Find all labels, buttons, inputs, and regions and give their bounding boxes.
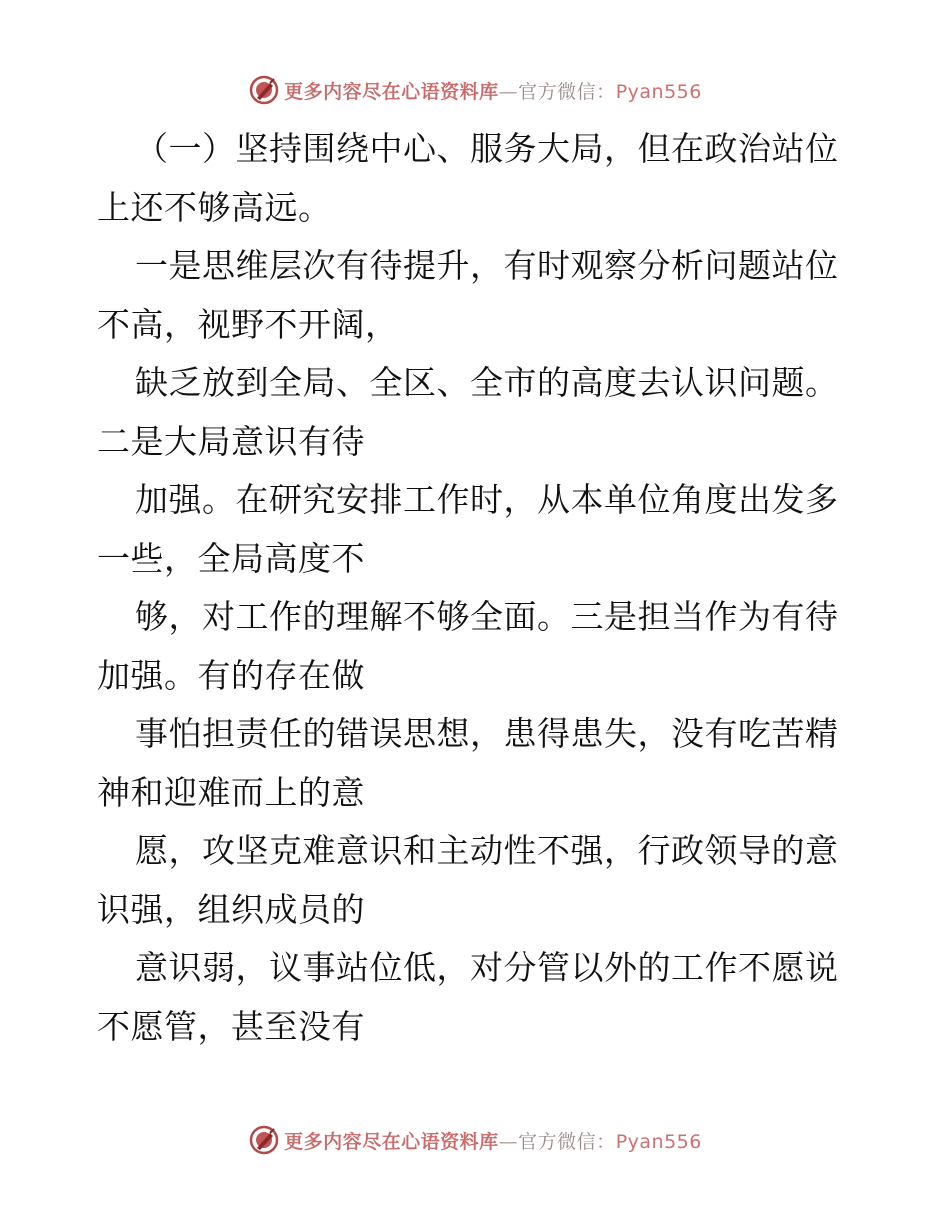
- footer-watermark-banner: [0, 1120, 950, 1160]
- wechat-label: 官方微信：: [518, 1130, 616, 1153]
- text-line: （一）坚持围绕中心、服务大局，但在政治站位: [135, 129, 839, 168]
- pen-logo-icon: [248, 74, 280, 106]
- text-line: 神和迎难而上的意: [97, 772, 365, 812]
- library-name: 更多内容尽在心语资料库: [284, 80, 499, 103]
- text-line: 加强。有的存在做: [97, 655, 365, 695]
- text-line: 一是思维层次有待提升，有时观察分析问题站位: [135, 246, 839, 285]
- banner-dash: —: [498, 80, 519, 103]
- text-line: 识强，组织成员的: [97, 889, 365, 929]
- pen-logo-icon: [248, 1124, 280, 1156]
- text-line: 意识弱，议事站位低，对分管以外的工作不愿说: [135, 948, 839, 987]
- wechat-id: Pyan556: [615, 80, 702, 103]
- text-line: 够，对工作的理解不够全面。三是担当作为有待: [135, 597, 839, 636]
- text-line: 一些，全局高度不: [97, 538, 365, 578]
- text-line: 不高，视野不开阔，: [97, 304, 399, 344]
- text-line: 不愿管，甚至没有: [97, 1006, 365, 1046]
- header-watermark-banner: [0, 70, 950, 110]
- wechat-id: Pyan556: [615, 1130, 702, 1153]
- text-line: 缺乏放到全局、全区、全市的高度去认识问题。: [135, 363, 839, 402]
- text-line: 上还不够高远。: [97, 187, 332, 227]
- text-line: 二是大局意识有待: [97, 421, 365, 461]
- text-line: 愿，攻坚克难意识和主动性不强，行政领导的意: [135, 831, 839, 870]
- library-name: 更多内容尽在心语资料库: [284, 1130, 499, 1153]
- watermark-text: [284, 1127, 702, 1154]
- text-line: 事怕担责任的错误思想，患得患失，没有吃苦精: [135, 714, 839, 753]
- banner-dash: —: [498, 1130, 519, 1153]
- wechat-label: 官方微信：: [518, 80, 616, 103]
- text-line: 加强。在研究安排工作时，从本单位角度出发多: [135, 480, 839, 519]
- watermark-text: [284, 77, 702, 104]
- document-body: [97, 120, 857, 1056]
